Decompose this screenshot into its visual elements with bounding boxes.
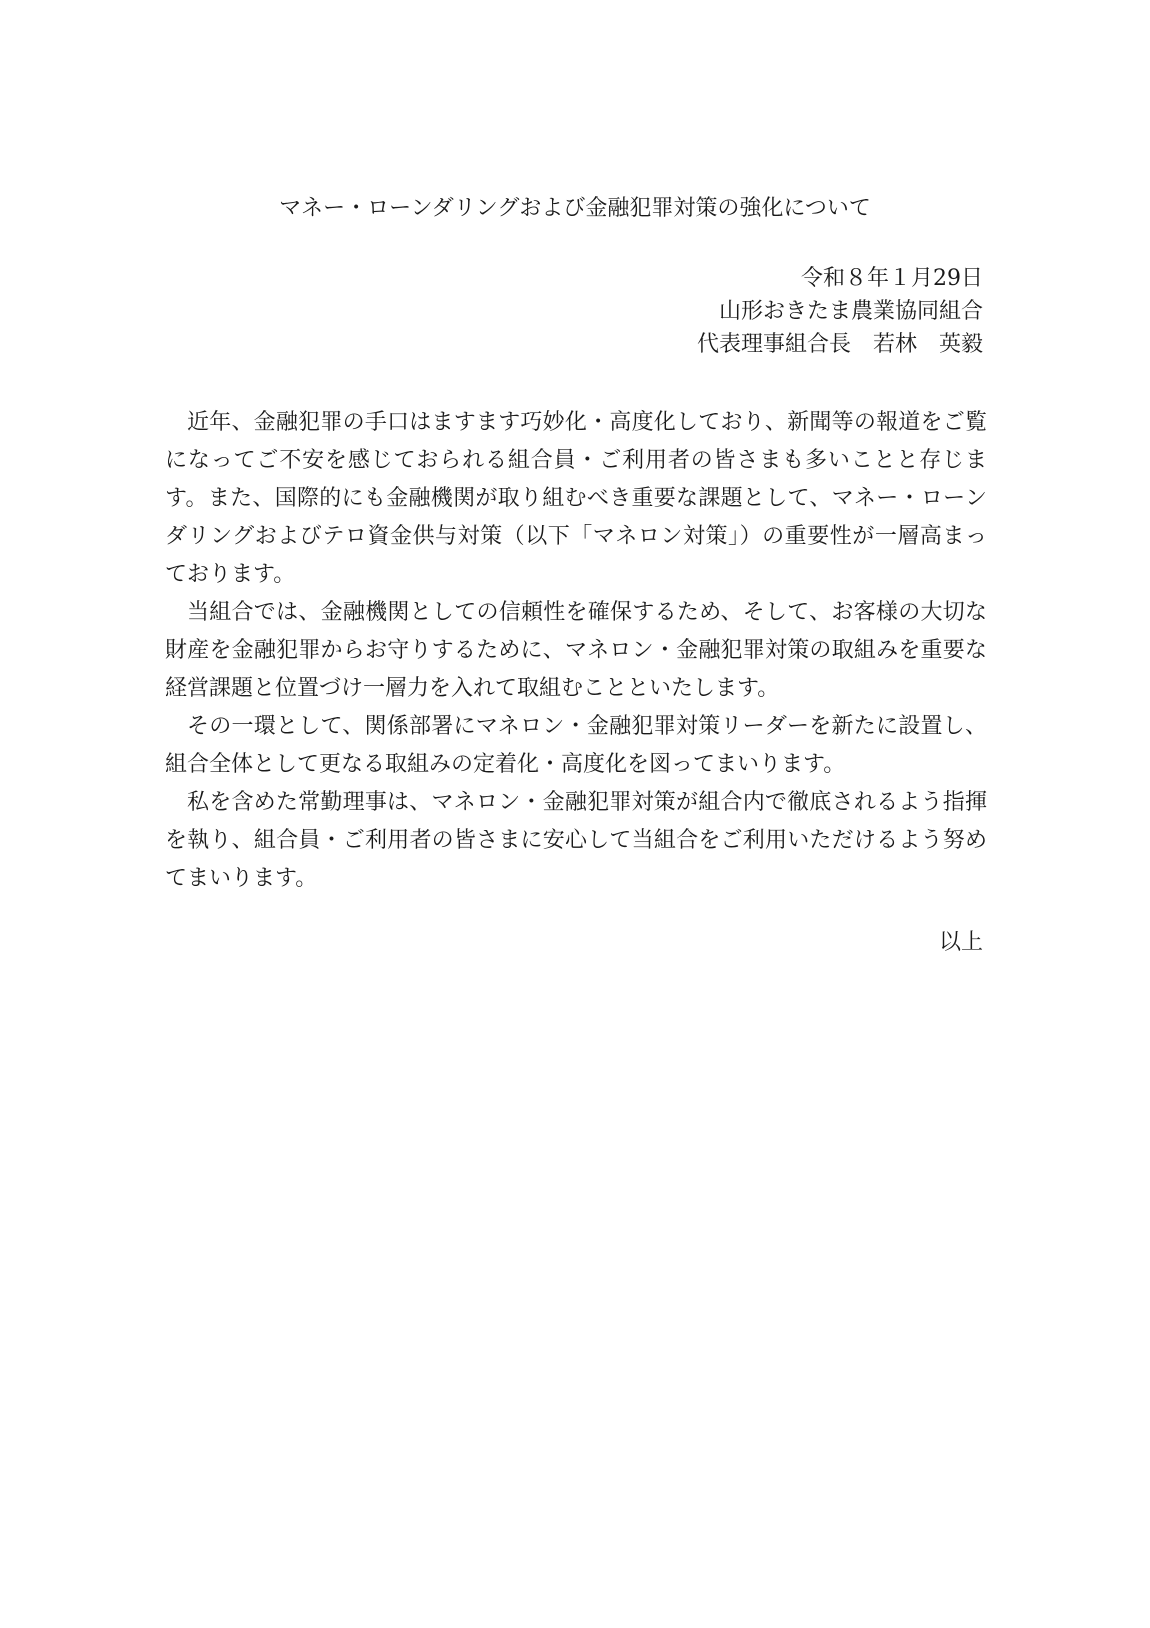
document-body	[165, 404, 987, 898]
paragraph-2: 当組合では、金融機関としての信頼性を確保するため、そして、お客様の大切な財産を金融犯罪からお守りするために、マネロン・金融犯罪対策の取組みを重要な経営課題と位置づけ一層力を入れて取組むことといたします。	[165, 600, 987, 701]
paragraph-3: その一環として、関係部署にマネロン・金融犯罪対策リーダーを新たに設置し、組合全体として更なる取組みの定着化・高度化を図ってまいります。	[165, 714, 987, 777]
paragraph-1: 近年、金融犯罪の手口はますます巧妙化・高度化しており、新聞等の報道をご覧になってご不安を感じておられる組合員・ご利用者の皆さまも多いことと存じます。また、国際的にも金融機関が取り組むべき重要な課題として、マネー・ローンダリングおよびテロ資金供与対策（以下「マネロン対策」）の重要性が一層高まっております。	[165, 410, 987, 587]
signatory-name: 代表理事組合長 若林 英毅	[696, 332, 983, 357]
organization-name: 山形おきたま農業協同組合	[718, 299, 983, 324]
document-title: マネー・ローンダリングおよび金融犯罪対策の強化について	[279, 196, 871, 221]
closing-remark: 以上	[938, 930, 983, 955]
document-meta	[383, 262, 983, 361]
document-date: 令和８年１月29日	[801, 266, 983, 291]
paragraph-4: 私を含めた常勤理事は、マネロン・金融犯罪対策が組合内で徹底されるよう指揮を執り、組合員・ご利用者の皆さまに安心して当組合をご利用いただけるよう努めてまいります。	[165, 790, 987, 891]
